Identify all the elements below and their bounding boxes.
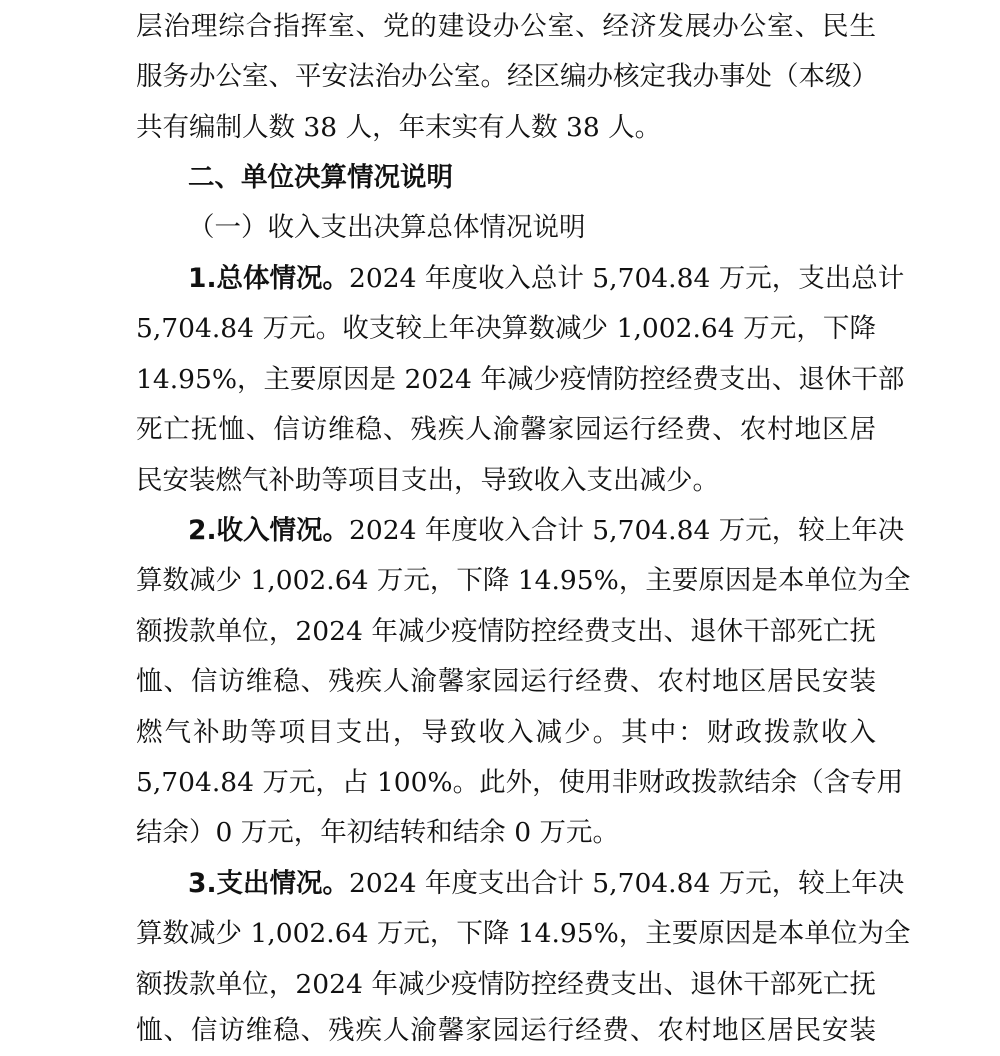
- p2-line-6: 5,704.84 万元，占 100%。此外，使用非财政拨款结余（含专用: [136, 767, 904, 798]
- intro-line-3: 共有编制人数 38 人，年末实有人数 38 人。: [136, 112, 662, 143]
- p2-line-1-text: 2024 年度收入合计 5,704.84 万元，较上年决: [349, 515, 905, 546]
- intro-line-2: 服务办公室、平安法治办公室。经区编办核定我办事处（本级）: [136, 61, 878, 92]
- p1-line-1-text: 2024 年度收入总计 5,704.84 万元，支出总计: [349, 263, 905, 294]
- section-heading: 二、单位决算情况说明: [188, 162, 453, 193]
- intro-line-1: 层治理综合指挥室、党的建设办公室、经济发展办公室、民生: [136, 11, 876, 42]
- p1-lead: 1.总体情况。: [188, 263, 350, 294]
- p2-line-5: 燃气补助等项目支出，导致收入减少。其中：财政拨款收入: [136, 717, 876, 748]
- p3-line-1: [188, 859, 905, 909]
- p2-line-7: 结余）0 万元，年初结转和结余 0 万元。: [136, 817, 619, 848]
- p3-lead: 3.支出情况。: [188, 868, 350, 899]
- p2-line-2: 算数减少 1,002.64 万元，下降 14.95%，主要原因是本单位为全: [136, 565, 911, 596]
- p1-line-4: 死亡抚恤、信访维稳、残疾人渝馨家园运行经费、农村地区居: [136, 414, 876, 445]
- p1-line-1: [188, 254, 905, 304]
- section-subheading: （一）收入支出决算总体情况说明: [188, 212, 586, 243]
- p1-line-5: 民安装燃气补助等项目支出，导致收入支出减少。: [136, 465, 719, 496]
- p3-line-3: 额拨款单位，2024 年减少疫情防控经费支出、退休干部死亡抚: [136, 969, 876, 1000]
- p1-line-3: 14.95%，主要原因是 2024 年减少疫情防控经费支出、退休干部: [136, 364, 905, 395]
- p2-line-3: 额拨款单位，2024 年减少疫情防控经费支出、退休干部死亡抚: [136, 616, 876, 647]
- p3-line-1-text: 2024 年度支出合计 5,704.84 万元，较上年决: [349, 868, 905, 899]
- p1-line-2: 5,704.84 万元。收支较上年决算数减少 1,002.64 万元，下降: [136, 313, 876, 344]
- p2-lead: 2.收入情况。: [188, 515, 350, 546]
- p2-line-1: [188, 506, 905, 556]
- p3-line-2: 算数减少 1,002.64 万元，下降 14.95%，主要原因是本单位为全: [136, 918, 911, 949]
- p3-line-4: 恤、信访维稳、残疾人渝馨家园运行经费、农村地区居民安装: [136, 1015, 876, 1046]
- p2-line-4: 恤、信访维稳、残疾人渝馨家园运行经费、农村地区居民安装: [136, 666, 876, 697]
